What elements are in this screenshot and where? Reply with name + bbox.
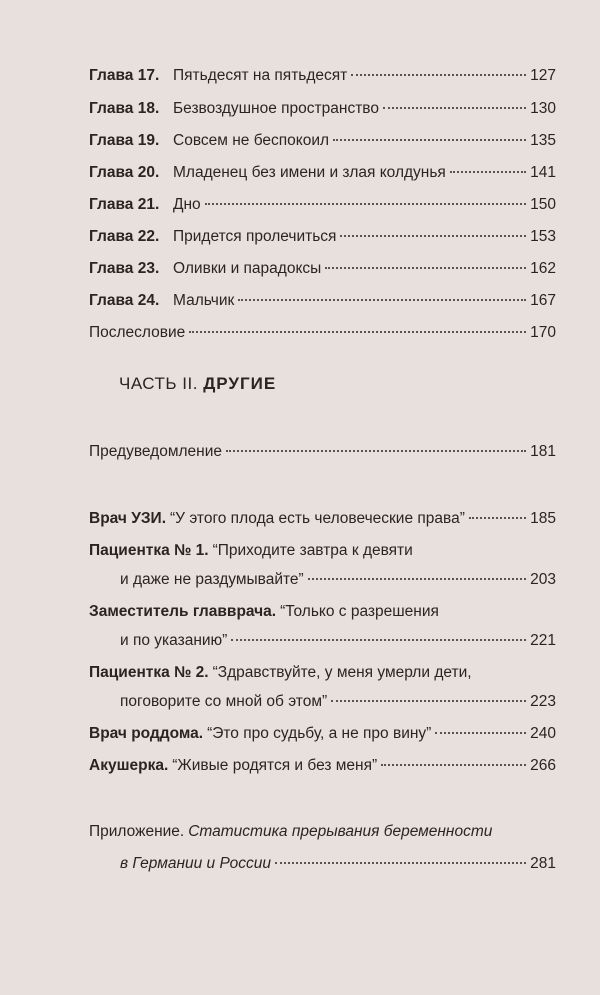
toc-row-chapter-21[interactable] [89,193,556,217]
toc-row-patient-1-cont[interactable] [120,568,556,592]
appendix-title-cont: в Германии и России [120,855,271,872]
dot-leader [351,74,526,76]
page-number: 240 [530,725,556,742]
toc-row-deputy-chief-cont[interactable] [120,629,556,653]
afterword-title: Послесловие [89,324,186,341]
toc-row-chapter-18[interactable] [89,97,556,121]
dot-leader [381,764,526,766]
chapter-title: Оливки и парадоксы [173,260,322,277]
chapter-title: Безвоздушное пространство [173,100,379,117]
toc-row-appendix-cont[interactable] [120,852,556,876]
dot-leader [340,235,526,237]
chapter-title: Мальчик [173,292,235,309]
chapter-title: Дно [173,196,201,213]
part-name: ДРУГИЕ [203,374,277,393]
chapter-label: Глава 18. [89,100,160,117]
chapter-label: Глава 17. [89,67,160,84]
dot-leader [308,578,526,580]
entry-lead: Врач УЗИ. [89,510,167,527]
dot-leader [333,139,526,141]
appendix-lead: Приложение. [89,823,185,840]
page-number: 127 [530,67,556,84]
entry-lead: Врач роддома. [89,725,204,742]
toc-row-uzi-doctor[interactable] [89,507,556,531]
chapter-label: Глава 22. [89,228,160,245]
entry-title-cont: поговорите со мной об этом” [120,693,328,710]
toc-row-chapter-20[interactable] [89,161,556,185]
toc-row-afterword[interactable] [89,321,556,345]
entry-lead: Заместитель главврача. [89,603,277,620]
page-number: 170 [530,324,556,341]
chapter-title: Пятьдесят на пятьдесят [173,67,348,84]
entry-title: “Приходите завтра к девяти [212,542,413,559]
chapter-title: Младенец без имени и злая колдунья [173,164,446,181]
chapter-title: Совсем не беспокоил [173,132,330,149]
part-heading [119,374,276,394]
toc-row-chapter-22[interactable] [89,225,556,249]
appendix-title: Статистика прерывания беременности [188,823,493,840]
page-number: 281 [530,855,556,872]
page-number: 181 [530,443,556,460]
dot-leader [450,171,526,173]
page-number: 203 [530,571,556,588]
dot-leader [238,299,526,301]
chapter-title: Придется пролечиться [173,228,337,245]
toc-row-chapter-23[interactable] [89,257,556,281]
toc-row-midwife[interactable] [89,754,556,778]
toc-row-patient-1[interactable] [89,539,556,563]
page-number: 162 [530,260,556,277]
dot-leader [383,107,526,109]
dot-leader [325,267,526,269]
page-number: 266 [530,757,556,774]
page-number: 150 [530,196,556,213]
page-number: 223 [530,693,556,710]
toc-row-chapter-19[interactable] [89,129,556,153]
toc-row-chapter-24[interactable] [89,289,556,313]
entry-title: “Живые родятся и без меня” [172,757,378,774]
dot-leader [231,639,526,641]
toc-row-maternity-doctor[interactable] [89,722,556,746]
page-number: 141 [530,164,556,181]
chapter-label: Глава 23. [89,260,160,277]
preface-title: Предуведомление [89,443,222,460]
entry-title: “Это про судьбу, а не про вину” [207,725,432,742]
entry-title-cont: и даже не раздумывайте” [120,571,304,588]
chapter-label: Глава 20. [89,164,160,181]
dot-leader [331,700,526,702]
page-number: 167 [530,292,556,309]
dot-leader [435,732,526,734]
page-number: 185 [530,510,556,527]
entry-lead: Пациентка № 1. [89,542,209,559]
toc-row-appendix[interactable] [89,820,556,844]
dot-leader [469,517,526,519]
toc-row-patient-2-cont[interactable] [120,690,556,714]
page-number: 130 [530,100,556,117]
chapter-label: Глава 19. [89,132,160,149]
entry-title-cont: и по указанию” [120,632,228,649]
toc-row-patient-2[interactable] [89,661,556,685]
page-number: 221 [530,632,556,649]
dot-leader [205,203,526,205]
page-number: 135 [530,132,556,149]
toc-row-preface[interactable] [89,440,556,464]
dot-leader [275,862,526,864]
page-number: 153 [530,228,556,245]
chapter-label: Глава 24. [89,292,160,309]
entry-title: “Здравствуйте, у меня умерли дети, [212,664,472,681]
entry-title: “Только с разрешения [280,603,439,620]
part-prefix: ЧАСТЬ II. [119,374,198,393]
dot-leader [189,331,526,333]
chapter-label: Глава 21. [89,196,160,213]
entry-title: “У этого плода есть человеческие права” [170,510,465,527]
entry-lead: Пациентка № 2. [89,664,209,681]
entry-lead: Акушерка. [89,757,169,774]
toc-row-deputy-chief[interactable] [89,600,556,624]
toc-row-chapter-17[interactable] [89,64,556,88]
dot-leader [226,450,526,452]
